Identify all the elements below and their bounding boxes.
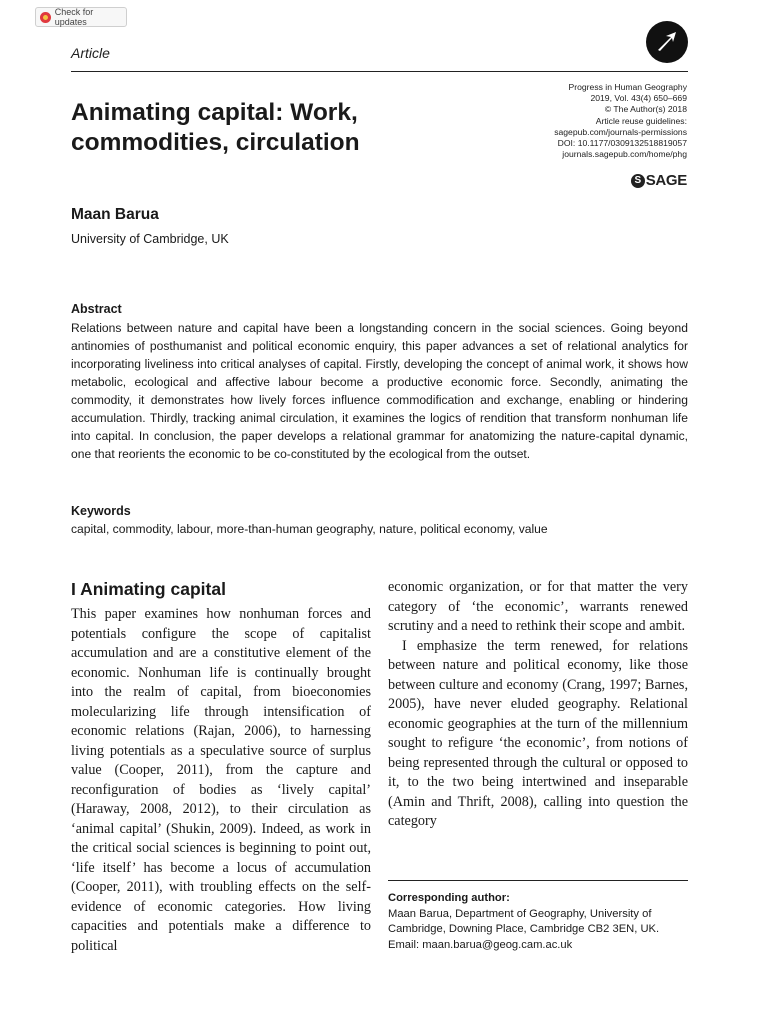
body-column-left: This paper examines how nonhuman forces and potentials configure the scope of capitalist accumulation and are a constitutive element of the economic. Nonhuman life is continually brought into the realm of capital, from bioeconomies molecularizing life through intensification of economic relations (Rajan, 2006), to harnessing living potentials as a speculative source of surplus value (Cooper, 2011), from the capture and reconfiguration of bodies as ‘lively capital’ (Haraway, 2008, 2012), to their circulation as ‘animal capital’ (Shukin, 2009). Indeed, as work in the critical social sciences is beginning to point out, ‘life itself’ has become a locus of accumulation (Cooper, 2011), with troubling effects on the self-evidence of economic categories. How living capacities and potentials make a difference to political: [71, 606, 371, 954]
check-for-updates-badge[interactable]: [35, 7, 127, 27]
sage-s-icon: S: [631, 174, 645, 188]
abstract-text: Relations between nature and capital have been a longstanding concern in the social sciences. Going beyond antinomies of posthumanist and political economic enquiry, this paper advances a set of relational analytics for incorporating liveliness into critical analyses of capital. Firstly, developing the concept of animal work, it shows how metabolic, ecological and affective labour become a productive economic force. Secondly, animating the commodity, it demonstrates how lively forces influence commodification and exchange, enabling or hindering accumulation. Thirdly, tracking animal circulation, it examines the logics of rendition that transform nonhuman life into capital. In conclusion, the paper develops a relational grammar for anatomizing the nature-capital dynamic, one that reorients the economic to be co-constituted by the ecological from the outset.: [71, 321, 688, 461]
body-column-right: [388, 578, 688, 832]
body-paragraph: I emphasize the term renewed, for relations between nature and political economy, like those between culture and economy (Crang, 1997; Barnes, 2005), have never eluded geography. Relational economic geographies at the turn of the millennium sought to refigure ‘the economic’, from notions of being represented through the cultural or opposed to it, to the two being intertwined and inseparable (Amin and Thrift, 2008), calling into question the category: [388, 637, 688, 829]
header-rule: [71, 71, 688, 72]
journal-name: Progress in Human Geography: [568, 82, 687, 92]
sage-logo: [631, 172, 687, 189]
article-title: Animating capital: Work, commodities, circulation: [71, 99, 360, 156]
correspondence-heading: Corresponding author:: [388, 892, 510, 904]
permissions-link[interactable]: sagepub.com/journals-permissions: [554, 126, 687, 137]
author-name: Maan Barua: [71, 206, 159, 223]
abstract-heading: Abstract: [71, 302, 122, 316]
reuse-guidelines: Article reuse guidelines:: [595, 115, 687, 126]
doi-link[interactable]: DOI: 10.1177/0309132518819057: [557, 138, 687, 149]
keywords-text: capital, commodity, labour, more-than-human geography, nature, political economy, value: [71, 522, 548, 536]
article-type-label: Article: [71, 45, 110, 61]
correspondence-email[interactable]: Email: maan.barua@geog.cam.ac.uk: [388, 938, 573, 951]
journal-copyright: © The Author(s) 2018: [604, 104, 687, 115]
journal-arrow-logo-icon: [645, 20, 689, 64]
publisher-name: SAGE: [645, 172, 687, 189]
correspondence-rule: [388, 880, 688, 881]
author-affiliation: University of Cambridge, UK: [71, 232, 229, 246]
check-for-updates-label: Check for updates: [54, 7, 94, 27]
body-paragraph: economic organization, or for that matter the very category of ‘the economic’, warrants renewed scrutiny and a need to rethink their scope and ambit.: [388, 579, 688, 634]
journal-info-block: [554, 82, 687, 160]
crossmark-icon: [40, 12, 51, 23]
correspondence-address: Maan Barua, Department of Geography, University of Cambridge, Downing Place, Cambridge CB2 3EN, UK.: [388, 907, 660, 935]
keywords-heading: Keywords: [71, 504, 131, 518]
section-heading: I Animating capital: [71, 579, 226, 599]
correspondence-block: [388, 891, 688, 953]
journal-volume: 2019, Vol. 43(4) 650–669: [590, 93, 687, 104]
journal-homepage-link[interactable]: journals.sagepub.com/home/phg: [562, 149, 687, 160]
